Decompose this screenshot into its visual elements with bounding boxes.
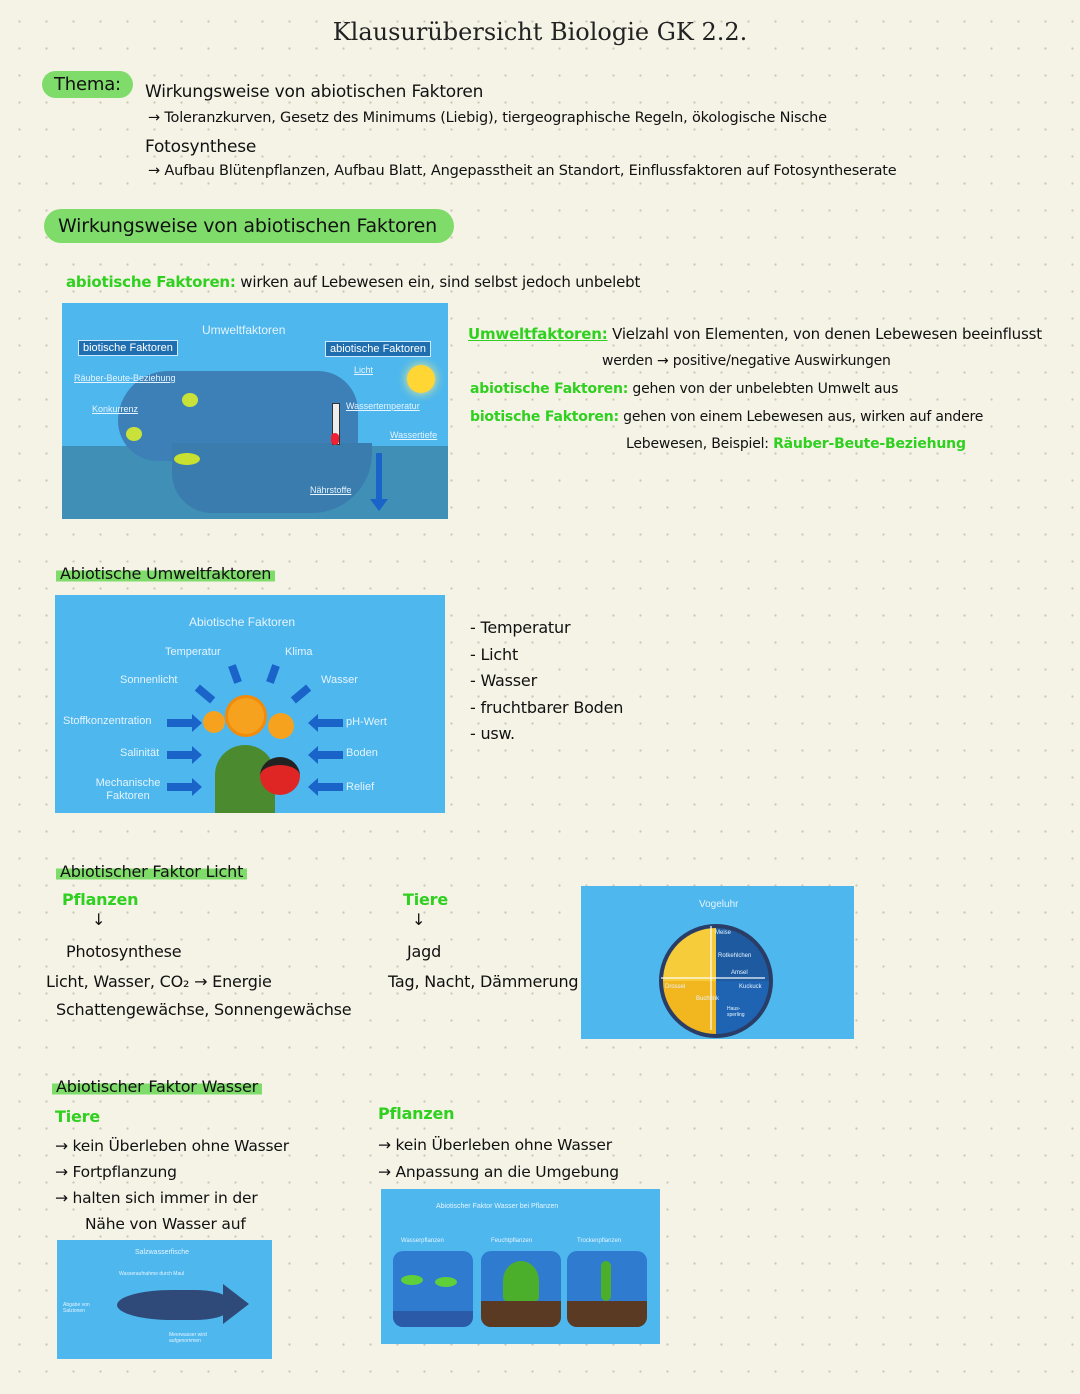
list-item: → halten sich immer in der — [55, 1189, 258, 1207]
abiotic-intro: abiotische Faktoren: wirken auf Lebewesen ein, sind selbst jedoch unbelebt — [66, 273, 641, 291]
list-item: - Licht — [470, 644, 519, 664]
fish-icon — [174, 453, 200, 465]
flower-icon — [225, 695, 267, 737]
licht-animals-line-1: Jagd — [407, 942, 442, 961]
section-heading-wirkungsweise: Wirkungsweise von abiotischen Faktoren — [44, 209, 454, 243]
wasser-animals-list — [55, 1133, 289, 1237]
licht-plants-line-3: Schattengewächse, Sonnengewächse — [56, 1000, 352, 1019]
clock-icon — [659, 924, 773, 1038]
umweltfaktoren-diagram: Umweltfaktoren biotische Faktoren abiotische Faktoren Räuber-Beute-Beziehung Konkurrenz Licht Wassertemperatur Wassertiefe Nährstoffe — [62, 303, 448, 519]
frog-icon — [126, 427, 142, 441]
water-plant-icon — [393, 1251, 473, 1327]
notes-line-2: werden → positive/negative Auswirkungen — [602, 353, 891, 369]
licht-plants-title: Pflanzen — [62, 890, 139, 909]
list-item: - fruchtbarer Boden — [470, 697, 624, 717]
bird-icon — [260, 757, 300, 795]
list-item: - usw. — [470, 724, 515, 743]
thema-line-4: → Aufbau Blütenpflanzen, Aufbau Blatt, Angepasstheit an Standort, Einflussfaktoren auf Fotosyntheserate — [148, 163, 897, 179]
wetland-plant-icon — [481, 1251, 561, 1327]
flower-icon — [203, 711, 225, 733]
wasser-plants-list — [378, 1132, 619, 1186]
depth-arrow-icon — [376, 453, 382, 503]
section-heading-abiotische-umweltfaktoren: Abiotische Umweltfaktoren — [56, 564, 275, 583]
notes-line-5: Lebewesen, Beispiel: Räuber-Beute-Beziehung — [626, 436, 966, 452]
list-item: → Anpassung an die Umgebung — [378, 1163, 619, 1181]
vogeluhr-diagram: Vogeluhr Meise Rotkehlchen Amsel Kuckuck Buchfink Haus-sperling Drossel — [581, 886, 854, 1039]
licht-plants-line-2: Licht, Wasser, CO₂ → Energie — [46, 972, 272, 991]
salzwasserfisch-diagram: Salzwasserfische Wasseraufnahme durch Maul Abgabe von Salzionen Meerwasser wird aufgenommen — [57, 1240, 272, 1359]
wasser-pflanzen-diagram: Abiotischer Faktor Wasser bei Pflanzen Wasserpflanzen Feuchtpflanzen Trockenpflanzen — [381, 1189, 660, 1344]
frog-icon — [182, 393, 198, 407]
thema-line-1: Wirkungsweise von abiotischen Faktoren — [145, 82, 484, 102]
list-item: - Wasser — [470, 671, 537, 690]
abiotische-faktoren-diagram: Abiotische Faktoren Temperatur Klima Sonnenlicht Wasser Stoffkonzentration pH-Wert Salinität Boden Mechanische Faktoren Relief — [55, 595, 445, 813]
page-title: Klausurübersicht Biologie GK 2.2. — [332, 18, 748, 46]
licht-animals-title: Tiere — [403, 890, 448, 909]
sun-icon — [407, 365, 435, 393]
licht-animals-arrow: ↓ — [412, 910, 426, 929]
dry-plant-icon — [567, 1251, 647, 1327]
fish-icon — [117, 1290, 227, 1320]
wasser-animals-title: Tiere — [55, 1107, 100, 1126]
list-item: → Fortpflanzung — [55, 1163, 177, 1181]
notes-line-1: Umweltfaktoren: Vielzahl von Elementen, von denen Lebewesen beeinflusst — [468, 325, 1042, 343]
section-heading-wasser: Abiotischer Faktor Wasser — [52, 1077, 262, 1096]
abiotic-list — [470, 615, 623, 748]
section-heading-licht: Abiotischer Faktor Licht — [56, 862, 247, 881]
list-item: Nähe von Wasser auf — [85, 1215, 246, 1233]
notes-line-4: biotische Faktoren: gehen von einem Lebewesen aus, wirken auf andere — [470, 409, 984, 425]
list-item: - Temperatur — [470, 618, 571, 637]
licht-plants-arrow: ↓ — [92, 910, 106, 929]
flower-icon — [268, 713, 294, 739]
abiotic-tag: abiotische Faktoren — [325, 341, 431, 357]
thema-line-3: Fotosynthese — [145, 137, 257, 157]
notes-line-3: abiotische Faktoren: gehen von der unbelebten Umwelt aus — [470, 381, 899, 397]
list-item: → kein Überleben ohne Wasser — [378, 1136, 612, 1154]
licht-plants-line-1: Photosynthese — [66, 942, 182, 961]
biotic-tag: biotische Faktoren — [78, 340, 178, 356]
thema-line-2: → Toleranzkurven, Gesetz des Minimums (Liebig), tiergeographische Regeln, ökologische Nische — [148, 110, 827, 126]
thema-label: Thema: — [42, 74, 133, 95]
list-item: → kein Überleben ohne Wasser — [55, 1137, 289, 1155]
wasser-plants-title: Pflanzen — [378, 1104, 455, 1123]
licht-animals-line-2: Tag, Nacht, Dämmerung — [388, 972, 579, 991]
